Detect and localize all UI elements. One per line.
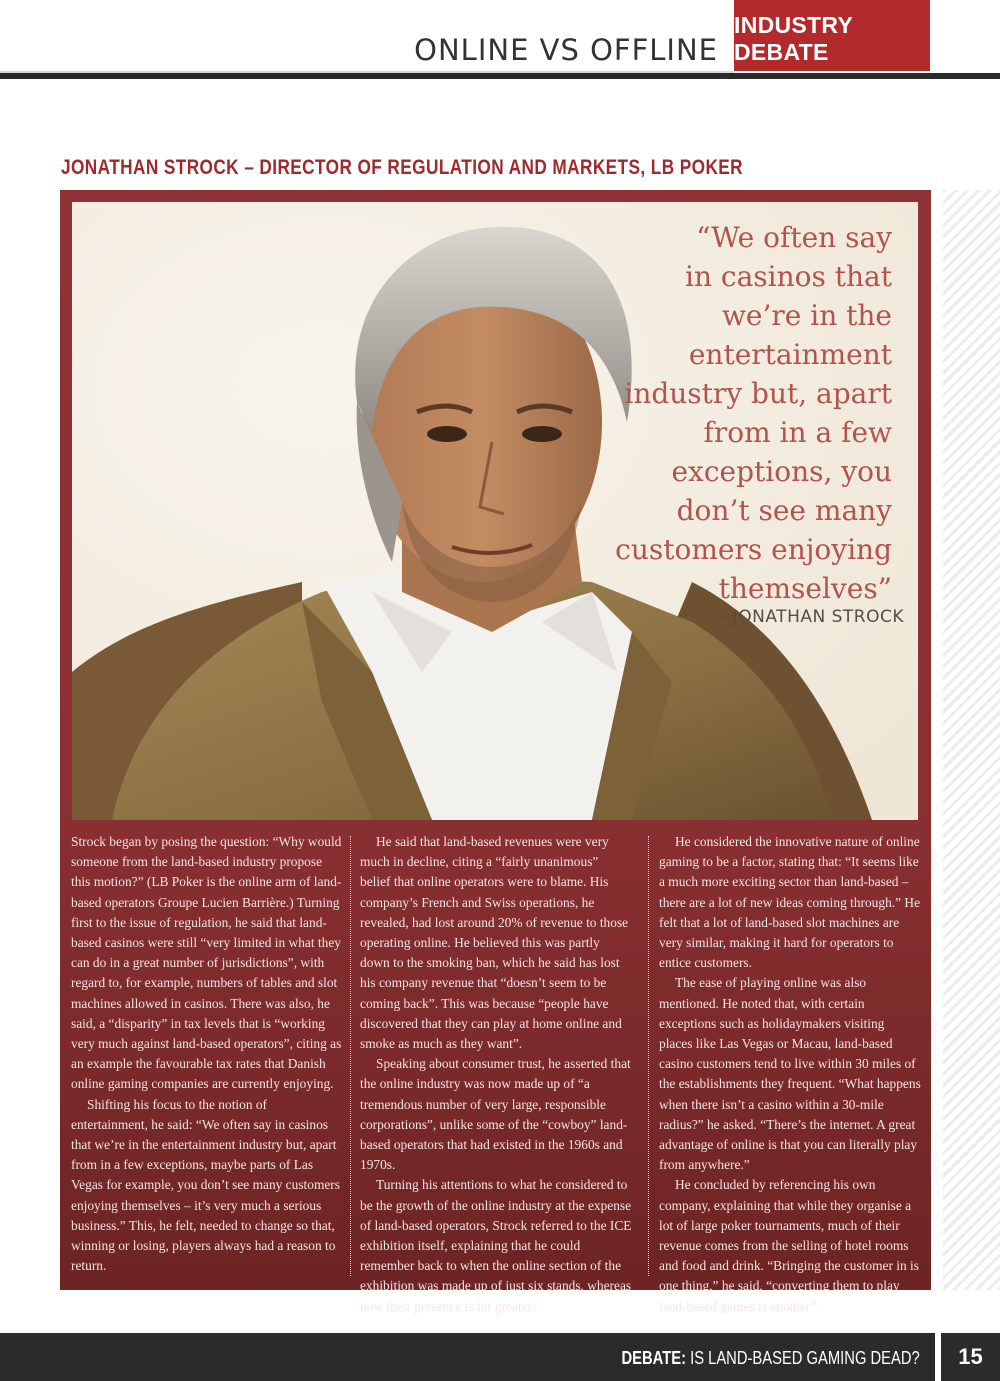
page-number: 15 xyxy=(941,1333,1000,1381)
pull-quote-line: from in a few xyxy=(703,416,892,449)
paragraph: The ease of playing online was also mentioned. He noted that, with certain exceptions such as holidaymakers visiting places like Las Vegas or Macau, land-based casino customers tend to live within 30 miles of the establishments they frequent. “What happens when there isn’t a casino within a 30-mile radius?” he asked. “There’s the internet. A great advantage of online is that you can literally play from anywhere.” xyxy=(659,975,921,1173)
pull-quote-line: industry but, apart xyxy=(624,377,892,410)
article-column-3 xyxy=(659,832,921,1317)
paragraph: Speaking about consumer trust, he asserted that the online industry was now made up of “a tremendous number of very large, responsible corporations”, unlike some of the “cowboy” land-based operators that had existed in the 1960s and 1970s. xyxy=(360,1056,631,1173)
pull-quote-line: don’t see many xyxy=(676,494,892,527)
decorative-stripes xyxy=(943,190,1000,1290)
pull-quote-line: customers enjoying xyxy=(615,533,892,566)
footer-title xyxy=(622,1348,920,1369)
paragraph: He concluded by referencing his own company, explaining that while they organise a lot of large poker tournaments, much of their revenue comes from the selling of hotel rooms and food and drink. “Bringing the customer in is one thing,” he said, “converting them to play land-based games is another”. xyxy=(659,1177,919,1314)
paragraph: Turning his attentions to what he considered to be the growth of the online industry at the expense of land-based operators, Strock referred to the ICE exhibition itself, explaining that he could remember back to when the online section of the exhibition was made up of just six stands, whereas now their presence is far greater. xyxy=(360,1177,632,1314)
portrait-photo xyxy=(72,202,918,820)
article-column-2 xyxy=(360,832,632,1317)
paragraph: He said that land-based revenues were very much in decline, citing a “fairly unanimous” belief that online operators were to blame. His company’s French and Swiss operations, he revealed, had lost around 20% of revenue to those operating online. He believed this was partly down to the smoking ban, which he said has lost his company revenue that “doesn’t seem to be coming back”. This was because “people have discovered that they can play at home online and smoke as much as they want”. xyxy=(360,834,629,1052)
paragraph: Shifting his focus to the notion of entertainment, he said: “We often say in casinos that we’re in the entertainment industry but, apart from in a few exceptions, maybe parts of Las Vegas for example, you don’t see many customers enjoying themselves – it’s very much a serious business.” This, he felt, needed to change so that, winning or losing, players always had a reason to return. xyxy=(71,1096,340,1274)
section-tag: INDUSTRY DEBATE xyxy=(734,0,930,71)
paragraph: He considered the innovative nature of online gaming to be a factor, stating that: “It seems like a much more exciting sector than land-based – there are a lot of new ideas coming through.” He felt that a lot of land-based slot machines are very similar, making it hard for operators to entice customers. xyxy=(659,834,921,971)
pull-quote xyxy=(592,218,892,608)
pull-quote-line: in casinos that xyxy=(685,260,892,293)
paragraph: Strock began by posing the question: “Why would someone from the land-based industry propose this motion?” (LB Poker is the online arm of land-based operators Groupe Lucien Barrière.) Turning first to the issue of regulation, he said that land-based casinos were still “very limited in what they can do in a great number of jurisdictions”, with regard to, for example, numbers of tables and slot machines allowed in casinos. There was also, he said, a “disparity” in tax levels that is “working very much against land-based operators”, citing as an example the favourable tax rates that Danish online gaming companies are currently enjoying. xyxy=(71,834,342,1092)
footer-label: DEBATE: xyxy=(621,1348,687,1368)
pull-quote-line: we’re in the xyxy=(721,299,892,332)
pull-quote-line: exceptions, you xyxy=(671,455,892,488)
section-title: ONLINE VS OFFLINE xyxy=(414,33,718,67)
article-heading: JONATHAN STROCK – DIRECTOR OF REGULATION AND MARKETS, LB POKER xyxy=(61,156,744,179)
footer-text: IS LAND-BASED GAMING DEAD? xyxy=(686,1348,920,1368)
pull-quote-line: themselves” xyxy=(718,572,892,605)
column-divider xyxy=(648,836,649,1276)
header-rule xyxy=(0,73,1000,79)
pull-quote-attribution: – JONATHAN STROCK xyxy=(717,607,904,627)
pull-quote-line: entertainment xyxy=(688,338,892,371)
pull-quote-line: “We often say xyxy=(696,221,892,254)
column-divider xyxy=(350,836,351,1276)
article-column-1 xyxy=(71,832,343,1276)
